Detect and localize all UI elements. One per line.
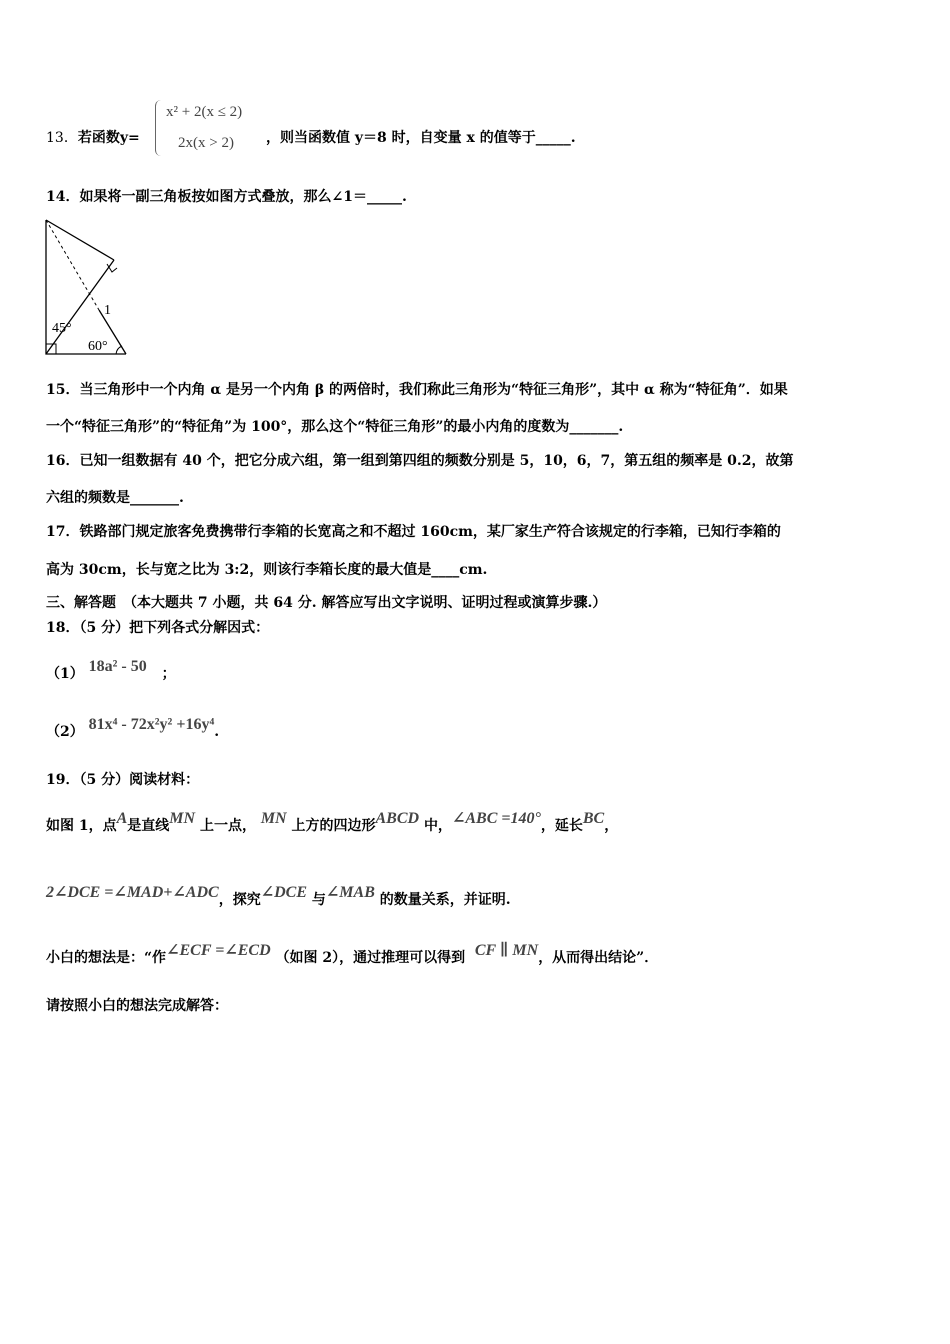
q19-heading: 19．（5 分）阅读材料： [46,772,200,788]
q19-quad-abcd: ABCD [375,810,420,827]
q18-part-1-end: ； [161,666,176,682]
piecewise-brace [155,100,164,156]
q19-angle-ecf-ecd: ∠ECF =∠ECD [166,942,271,959]
q14-text: 14．如果将一副三角板按如图方式叠放，那么∠1＝_____. [46,189,407,205]
q18-part-1 [46,658,176,684]
label-45-degree: 45° [52,321,72,336]
q19-l2-text-c: 的数量关系，并证明. [379,892,511,908]
dashed-edge [46,220,99,310]
q19-segment-bc: BC [582,810,605,827]
q18-part-2-label: （2） [46,724,84,740]
q19-l3-text-c: ，从而得出结论”． [538,950,659,966]
q19-line-mn-1: MN [169,810,196,827]
q19-angle-equation: 2∠DCE =∠MAD+∠ADC [46,884,219,901]
q13-prefix: 若函数 [77,130,120,146]
q19-l3-text-b: （如图 2），通过推理可以得到 [275,950,466,966]
q18-heading: 18．（5 分）把下列各式分解因式： [46,620,270,636]
q19-l2-text-a: ，探究 [218,892,261,908]
triangle-figure [44,218,134,358]
q19-line-3 [46,942,659,968]
q19-line-4: 请按照小白的想法完成解答： [46,998,228,1014]
section-3-title: 三、解答题 （本大题共 7 小题，共 64 分. 解答应写出文字说明、证明过程或演算步骤.） [46,595,607,611]
q19-parallel-cf-mn: CF ∥ MN [474,942,539,959]
q19-l3-text-a: 小白的想法是：“作 [46,950,167,966]
q19-angle-mab: ∠MAB [325,884,375,901]
q19-line-2 [46,884,511,910]
q19-line-1 [46,810,619,836]
piecewise-case-2: 2x(x > 2) [178,135,234,151]
q16-line-2: 六组的频数是_______. [46,490,184,506]
q13-suffix: ，则当函数值 y＝8 时，自变量 x 的值等于_____. [266,130,576,146]
q19-l1-text-c: 上一点， [199,818,256,834]
q19-l2-text-b: 与 [311,892,326,908]
q18-part-2-expr: 81x⁴ - 72x²y² +16y⁴ [88,716,215,733]
q19-l1-text-e: 中， [423,818,452,834]
q13-number: 13． [46,130,78,146]
q19-l1-text-g: ， [604,818,619,834]
q19-l1-text-b: 是直线 [127,818,170,834]
q17-line-2: 高为 30cm，长与宽之比为 3:2，则该行李箱长度的最大值是____cm. [46,562,488,578]
q18-part-2-end: . [214,724,220,740]
piecewise-case-1: x² + 2(x ≤ 2) [166,104,243,120]
q19-angle-abc: ∠ABC =140° [451,810,541,827]
q19-point-a: A [116,810,128,827]
q19-l1-text-a: 如图 1，点 [46,818,117,834]
q13-line [46,128,140,148]
q18-part-1-expr: 18a² - 50 [88,658,147,675]
q16-line-1: 16．已知一组数据有 40 个，把它分成六组，第一组到第四组的频数分别是 5，10，6，7，第五组的频率是 0.2，故第 [46,453,794,469]
q19-angle-dce: ∠DCE [260,884,308,901]
q17-line-1: 17．铁路部门规定旅客免费携带行李箱的长宽高之和不超过 160cm，某厂家生产符合该规定的行李箱，已知行李箱的 [46,524,781,540]
q19-line-mn-2: MN [260,810,287,827]
label-60-degree: 60° [88,339,108,354]
label-angle-1: 1 [104,303,111,318]
q19-l1-text-d: 上方的四边形 [291,818,376,834]
q18-part-2 [46,716,220,742]
q19-l1-text-f: ，延长 [540,818,583,834]
q15-line-2: 一个“特征三角形”的“特征角”为 100°，那么这个“特征三角形”的最小内角的度数为_______. [46,419,624,435]
q15-line-1: 15．当三角形中一个内角 α 是另一个内角 β 的两倍时，我们称此三角形为“特征三角形”，其中 α 称为“特征角”．如果 [46,382,788,398]
q13-y-eq: y= [119,130,140,146]
q18-part-1-label: （1） [46,666,84,682]
